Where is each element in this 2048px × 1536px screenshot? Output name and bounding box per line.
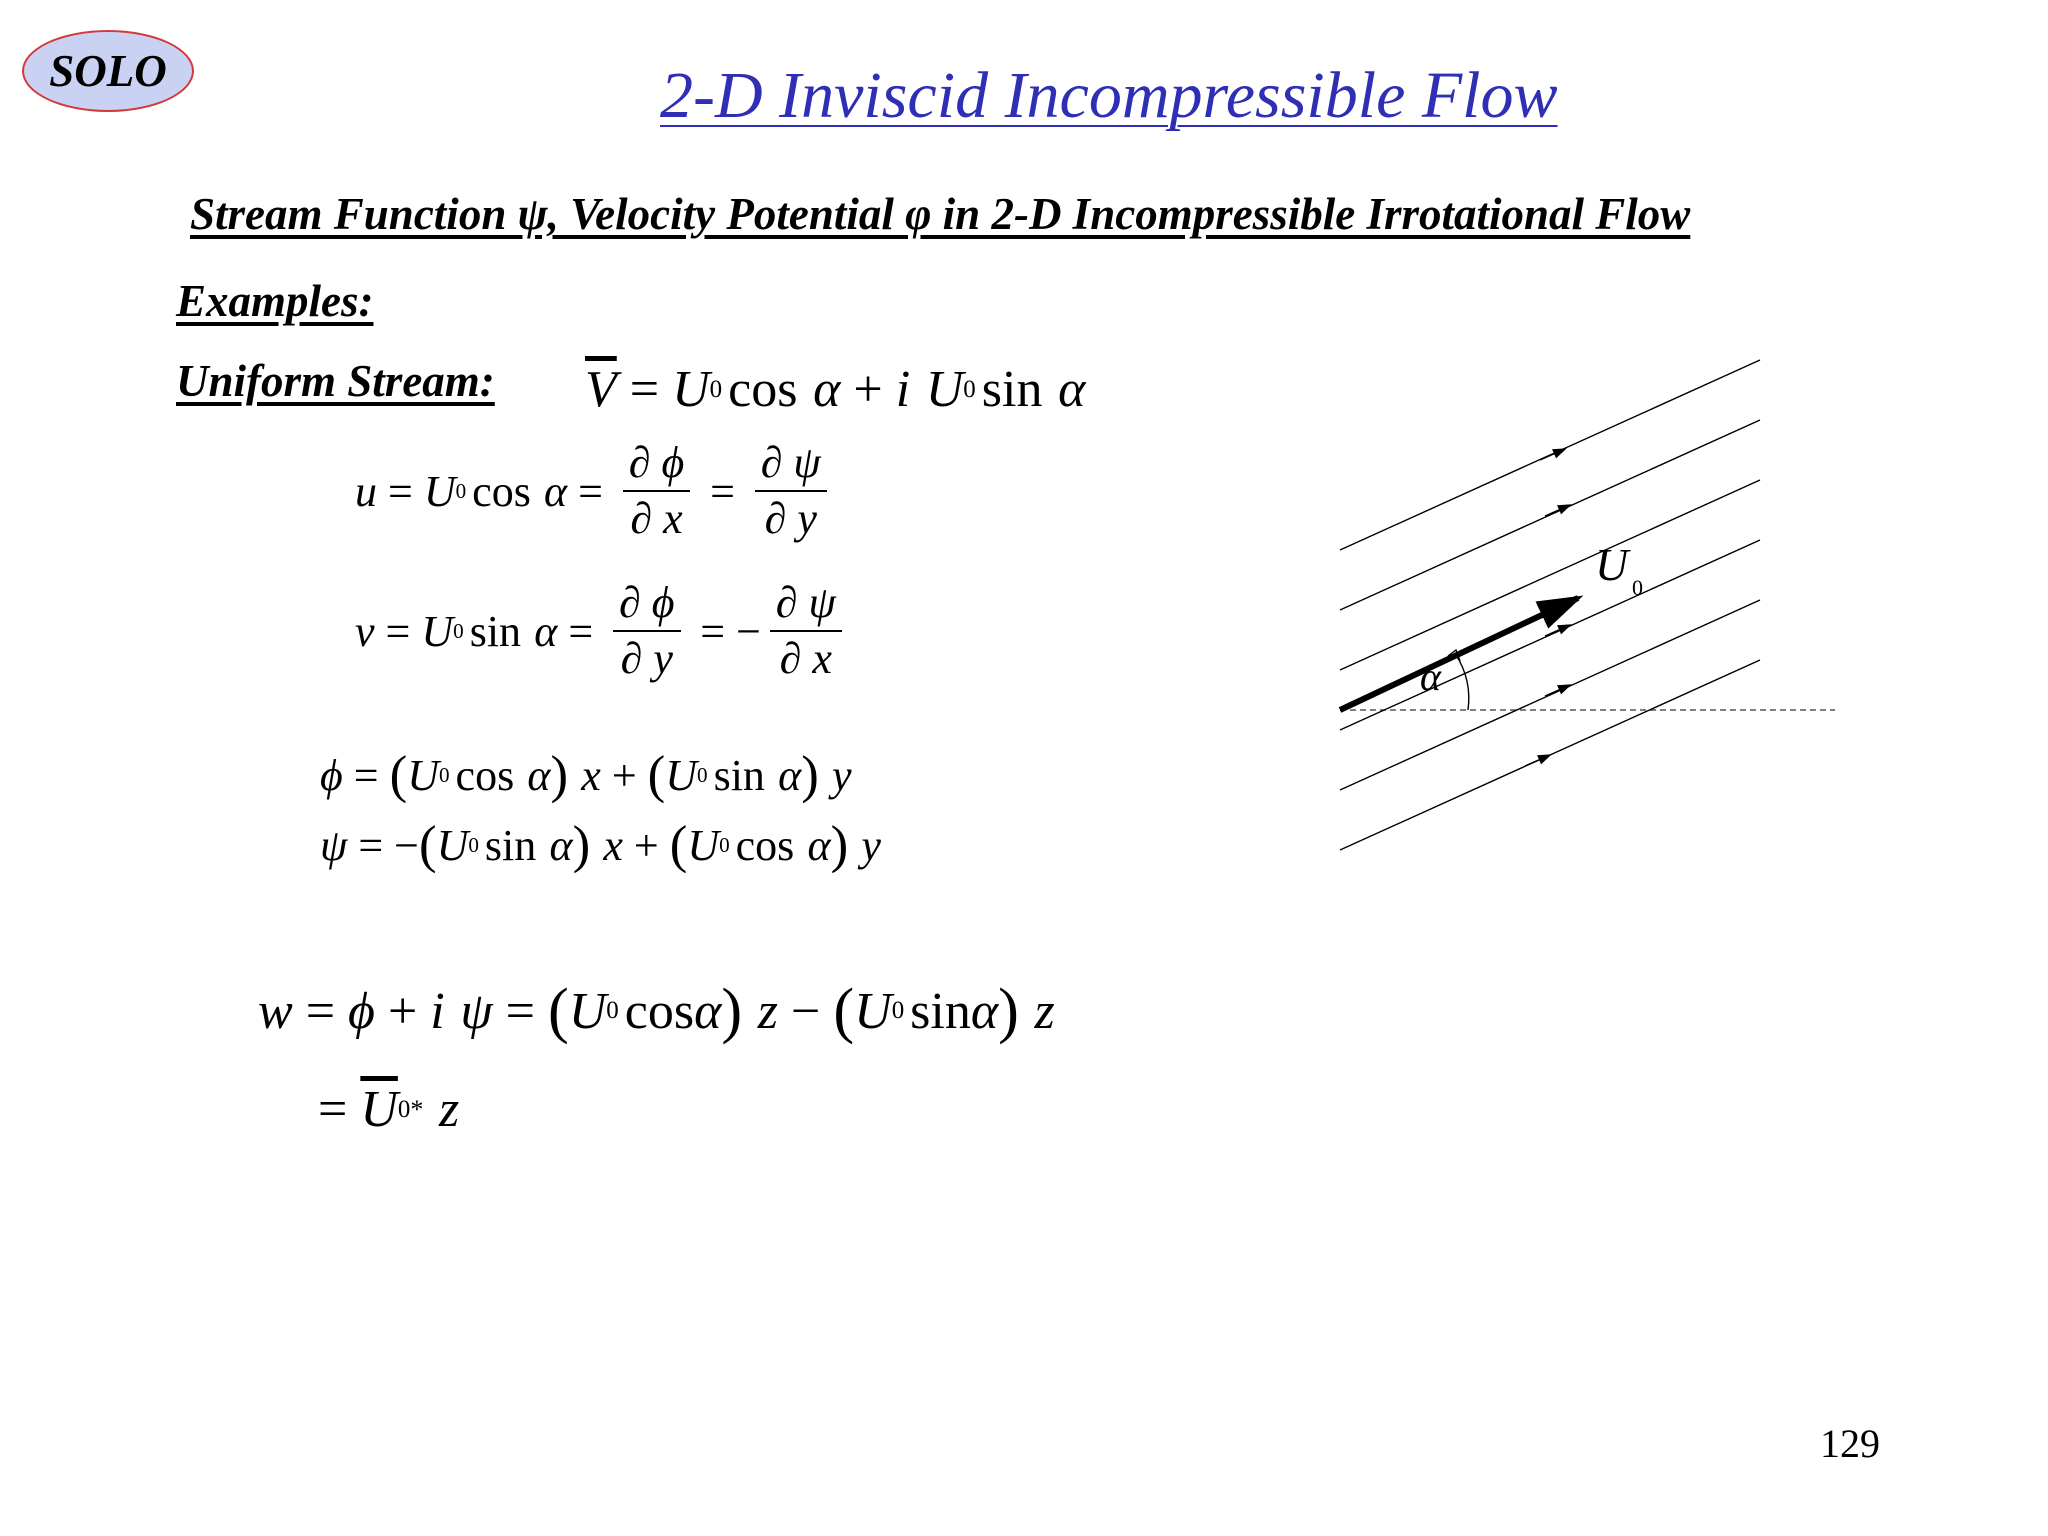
eq-lparen: ( — [669, 816, 688, 874]
fraction-dpsi-dy — [755, 440, 827, 542]
eq-x: x — [581, 750, 601, 800]
eq-cos: cos — [455, 750, 515, 800]
streamline — [1340, 480, 1760, 670]
eq-alpha: α — [534, 606, 558, 656]
eq-U: U — [687, 820, 720, 870]
equation-velocity — [585, 360, 1085, 419]
eq-sub: 0 — [606, 997, 619, 1024]
examples-label: Examples: — [176, 276, 374, 326]
streamline — [1340, 600, 1760, 790]
frac-num: ∂ ϕ — [623, 440, 691, 492]
eq-sign: = — [318, 1081, 348, 1138]
frac-den: ∂ x — [779, 634, 832, 684]
eq-y: y — [861, 820, 881, 870]
frac-den: ∂ x — [630, 494, 683, 544]
eq-i: i — [430, 982, 445, 1040]
eq-cos: cos — [735, 820, 795, 870]
eq-alpha: α — [544, 466, 568, 516]
eq-psi-lhs: ψ — [320, 820, 348, 870]
eq-U: U — [407, 750, 439, 800]
eq-rparen: ) — [801, 746, 819, 804]
eq-sign: = — [700, 606, 726, 656]
eq-alpha: α — [807, 820, 831, 870]
eq-sub: 0 — [719, 832, 730, 857]
eq-sub: 0 — [468, 832, 479, 857]
eq-sign: = — [385, 606, 411, 656]
fraction-dpsi-dx — [770, 580, 842, 682]
eq-plus: + — [853, 361, 883, 418]
eq-alpha: α — [694, 982, 722, 1040]
eq-lparen: ( — [833, 976, 855, 1045]
eq-plus: + — [633, 820, 659, 870]
eq-alpha: α — [813, 361, 841, 418]
eq-rparen: ) — [998, 976, 1019, 1045]
equation-complex-potential — [258, 975, 1055, 1047]
eq-sub: 0 — [455, 478, 467, 503]
eq-u: U — [672, 361, 710, 418]
eq-x: x — [603, 820, 623, 870]
eq-sign: = — [505, 982, 535, 1040]
eq-U: U — [423, 466, 456, 516]
eq-sub: 0 — [438, 762, 450, 787]
eq-sub: 0 — [453, 618, 464, 643]
eq-U: U — [421, 606, 454, 656]
eq-sign: = — [710, 466, 735, 516]
eq-plus: + — [611, 750, 637, 800]
eq-z: z — [1034, 982, 1055, 1040]
eq-w-lhs: w — [258, 982, 293, 1040]
eq-sin: sin — [484, 820, 537, 870]
eq-alpha: α — [549, 820, 573, 870]
eq-psi: ψ — [460, 982, 493, 1040]
eq-U: U — [665, 750, 698, 800]
streamline-arrow-icon — [1545, 625, 1570, 636]
frac-num: ∂ ψ — [755, 440, 827, 492]
eq-sign: = — [388, 466, 413, 516]
eq-sign: = — [629, 361, 660, 418]
eq-star: * — [410, 1094, 424, 1124]
eq-lparen: ( — [389, 746, 408, 804]
eq-rparen: ) — [572, 816, 591, 874]
equation-phi — [320, 745, 852, 805]
angle-label: α — [1420, 654, 1441, 699]
eq-alpha: α — [527, 750, 551, 800]
eq-sub: 0 — [891, 997, 905, 1024]
eq-sub: 0 — [697, 762, 708, 787]
eq-U: U — [568, 982, 607, 1040]
eq-sin: sin — [981, 361, 1043, 418]
eq-U-bar: $\overline{U}$ — [360, 1081, 398, 1138]
page-number: 129 — [1820, 1421, 1880, 1466]
streamline-arrow-icon — [1540, 449, 1565, 460]
eq-sign: = — [305, 982, 336, 1040]
eq-alpha: α — [970, 982, 999, 1040]
slide-subtitle: Stream Function ψ, Velocity Potential φ in 2-D Incompressible Irrotational Flow — [190, 189, 1691, 239]
eq-U: U — [436, 820, 469, 870]
eq-sub: 0 — [709, 375, 723, 403]
eq-sub: 0 — [397, 1095, 411, 1123]
frac-num: ∂ ϕ — [613, 580, 681, 632]
eq-cos: cos — [472, 466, 531, 516]
eq-alpha: α — [778, 750, 802, 800]
eq-v-bar: $\overline{V}$ — [585, 361, 617, 418]
fraction-dphi-dx — [623, 440, 691, 542]
eq-sub: 0 — [963, 375, 976, 403]
eq-u: U — [925, 361, 964, 418]
equation-complex-potential-conjugate — [305, 1080, 459, 1139]
slide-title: 2-D Inviscid Incompressible Flow — [660, 59, 1558, 132]
eq-lparen: ( — [418, 816, 437, 874]
eq-minus: − — [791, 982, 821, 1040]
eq-sin: sin — [713, 750, 765, 800]
eq-sign: = — [358, 820, 384, 870]
solo-badge-text: SOLO — [49, 46, 167, 96]
eq-z: z — [438, 1081, 460, 1138]
frac-den: ∂ y — [620, 634, 673, 684]
eq-plus: + — [387, 982, 418, 1040]
eq-rparen: ) — [721, 976, 743, 1045]
eq-sign: = — [353, 750, 379, 800]
eq-cos: cos — [728, 361, 798, 418]
eq-sign: = — [578, 466, 603, 516]
eq-lparen: ( — [647, 746, 666, 804]
frac-den: ∂ y — [764, 494, 817, 544]
equation-psi — [320, 815, 881, 875]
streamline-arrow-icon — [1545, 505, 1570, 516]
equation-u-component — [355, 440, 836, 542]
eq-cos: cos — [624, 982, 695, 1040]
frac-num: ∂ ψ — [770, 580, 842, 632]
eq-v-lhs: v — [355, 606, 375, 656]
eq-sign: = — [568, 606, 594, 656]
eq-rparen: ) — [830, 816, 849, 874]
velocity-label-subscript: 0 — [1632, 575, 1643, 600]
streamline — [1340, 540, 1760, 730]
uniform-stream-label: Uniform Stream: — [176, 356, 495, 406]
eq-alpha: α — [1058, 361, 1086, 418]
eq-phi: ϕ — [348, 982, 375, 1040]
eq-lparen: ( — [547, 976, 569, 1045]
eq-sin: sin — [910, 982, 971, 1040]
equation-v-component — [355, 580, 851, 682]
fraction-dphi-dy — [613, 580, 681, 682]
uniform-stream-diagram — [1320, 350, 1840, 900]
eq-minus: − — [736, 606, 761, 656]
eq-rparen: ) — [550, 746, 569, 804]
eq-y: y — [832, 750, 852, 800]
eq-minus: − — [394, 820, 419, 870]
streamline — [1340, 420, 1760, 610]
eq-sin: sin — [469, 606, 522, 656]
solo-badge — [22, 30, 194, 112]
eq-phi-lhs: ϕ — [320, 750, 343, 800]
streamline-arrow-icon — [1545, 685, 1570, 696]
streamline-arrow-icon — [1525, 755, 1550, 766]
angle-arc — [1456, 655, 1469, 710]
velocity-label: U — [1595, 539, 1629, 590]
eq-u-lhs: u — [355, 466, 377, 516]
eq-i: i — [895, 361, 911, 418]
eq-U: U — [854, 982, 892, 1040]
eq-z: z — [757, 982, 779, 1040]
